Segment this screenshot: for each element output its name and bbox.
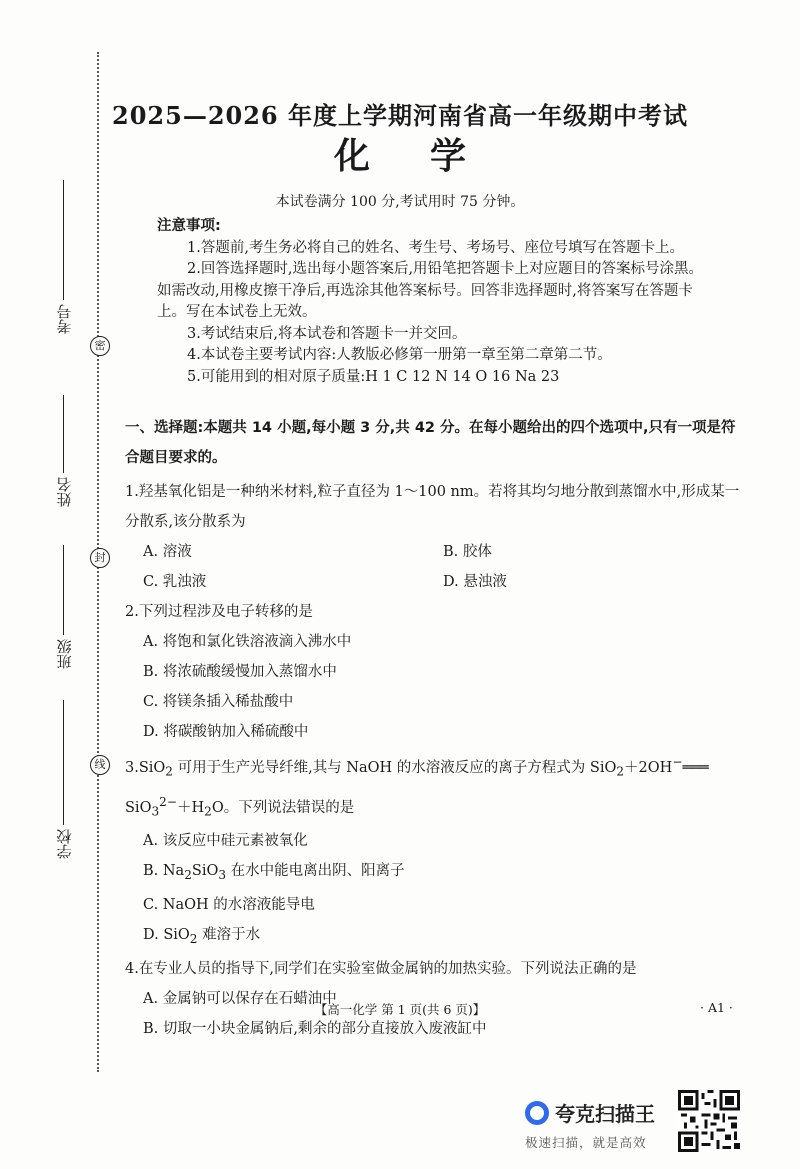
q3-text: O。下列说法错误的是 (211, 799, 355, 816)
question-2-option-b: B. 将浓硫酸缓慢加入蒸馏水中 (143, 664, 337, 680)
question-3-option-b (125, 856, 745, 890)
q3-subscript: 3 (151, 804, 160, 819)
question-3-option-c: C. NaOH 的水溶液能导电 (143, 897, 315, 914)
side-field-label: 学校 (55, 829, 74, 859)
exam-intro: 本试卷满分 100 分,考试用时 75 分钟。 (275, 194, 525, 210)
side-field-underline (64, 545, 65, 635)
page-footer: 【高一化学 第 1 页(共 6 页)】 (314, 1002, 486, 1017)
q3-superscript: − (672, 755, 683, 769)
seal-mark-xian: 线 (90, 755, 110, 775)
notice-block (157, 216, 717, 388)
notice-item: 4.本试卷主要考试内容:人教版必修第一册第一章至第二章第二节。 (187, 347, 612, 363)
question-3-option-a: A. 该反应中硅元素被氧化 (143, 833, 308, 850)
brand-logo-icon (525, 1101, 549, 1125)
side-field-underline (64, 395, 65, 473)
q3-text: SiO (191, 863, 219, 880)
q3-subscript: 2 (189, 932, 198, 947)
question-2-option-d: D. 将碳酸钠加入稀硫酸中 (143, 724, 309, 740)
notice-item: 5.可能用到的相对原子质量:H 1 C 12 N 14 O 16 Na 23 (187, 368, 560, 385)
q3-equation-sign: ═══ (682, 759, 709, 776)
q3-text: 3.SiO (125, 759, 166, 776)
q3-subscript: 2 (165, 764, 173, 779)
question-4-option-a: A. 金属钠可以保存在石蜡油中 (143, 991, 337, 1008)
question-1-options-row (125, 537, 745, 567)
q3-text: 在水中能电离出阴、阳离子 (226, 863, 405, 880)
q3-text: ＋2OH (624, 759, 673, 776)
notice-item: 3.考试结束后,将本试卷和答题卡一并交回。 (187, 325, 467, 342)
question-1-options-row (125, 567, 745, 597)
question-2-option-c: C. 将镁条插入稀盐酸中 (143, 694, 294, 710)
section-heading: 一、选择题:本题共 14 小题,每小题 3 分,共 42 分。在每小题给出的四个选项中,只有一项是符合题目要求的。 (125, 420, 736, 466)
notice-item: 1.答题前,考生务必将自己的姓名、考生号、考场号、座位号填写在答题卡上。 (187, 239, 684, 256)
notice-title: 注意事项: (157, 218, 221, 234)
brand-row (525, 1098, 655, 1127)
exam-title: 2025—2026 年度上学期河南省高一年级期中考试 (112, 101, 688, 130)
seal-mark-mi: 密 (90, 336, 110, 356)
side-field-label: 考号 (55, 304, 74, 334)
q3-text: ＋H (176, 799, 205, 816)
q3-text: 可用于生产光导纤维,其与 NaOH 的水溶液反应的离子方程式为 SiO (172, 759, 617, 776)
paper-code: · A1 · (700, 1000, 733, 1015)
question-2-option-a: A. 将饱和氯化铁溶液滴入沸水中 (143, 634, 352, 650)
question-1-stem: 1.羟基氧化铝是一种纳米材料,粒子直径为 1～100 nm。若将其均匀地分散到蒸馏水中,形成某一分散系,该分散系为 (125, 484, 740, 530)
seal-mark-feng: 封 (90, 548, 110, 568)
q3-subscript: 2 (616, 764, 625, 779)
question-1-option-c: C. 乳浊液 (143, 574, 207, 590)
questions-area (125, 413, 745, 1044)
scanner-watermark (525, 1098, 655, 1151)
q3-text: SiO (125, 799, 152, 816)
side-field-name (48, 395, 80, 515)
qr-code-icon (678, 1090, 740, 1152)
question-1-option-d: D. 悬浊液 (443, 574, 507, 590)
question-1-option-a: A. 溶液 (143, 544, 192, 560)
q3-subscript: 3 (218, 868, 227, 883)
side-field-class (48, 545, 80, 675)
notice-item: 2.回答选择题时,选出每小题答案后,用铅笔把答题卡上对应题目的答案标号涂黑。如需改动,用橡皮擦干净后,再选涂其他答案标号。回答非选择题时,将答案写在答题卡上。写在本试卷上无效。 (157, 261, 704, 320)
q3-text: B. Na (143, 863, 185, 880)
question-4-option-b: B. 切取一小块金属钠后,剩余的部分直接放入废液缸中 (143, 1021, 487, 1038)
q3-superscript: 2− (159, 794, 177, 809)
question-3-stem (125, 747, 745, 826)
q3-subscript: 2 (184, 868, 192, 883)
question-2-stem: 2.下列过程涉及电子转移的是 (125, 604, 313, 620)
side-field-label: 姓名 (55, 477, 74, 507)
question-3-option-d (125, 920, 745, 954)
side-field-school (48, 700, 80, 870)
brand-name: 夸克扫描王 (555, 1102, 655, 1126)
question-1-option-b: B. 胶体 (443, 544, 492, 560)
exam-subject: 化学 (333, 135, 526, 177)
side-field-underline (64, 700, 65, 825)
q3-text: 难溶于水 (197, 927, 261, 944)
question-4-stem: 4.在专业人员的指导下,同学们在实验室做金属钠的加热实验。下列说法正确的是 (125, 961, 637, 978)
brand-slogan: 极速扫描，就是高效 (525, 1135, 647, 1150)
q3-text: D. SiO (143, 927, 190, 944)
side-field-label: 班级 (55, 639, 74, 669)
q3-subscript: 2 (204, 804, 212, 819)
